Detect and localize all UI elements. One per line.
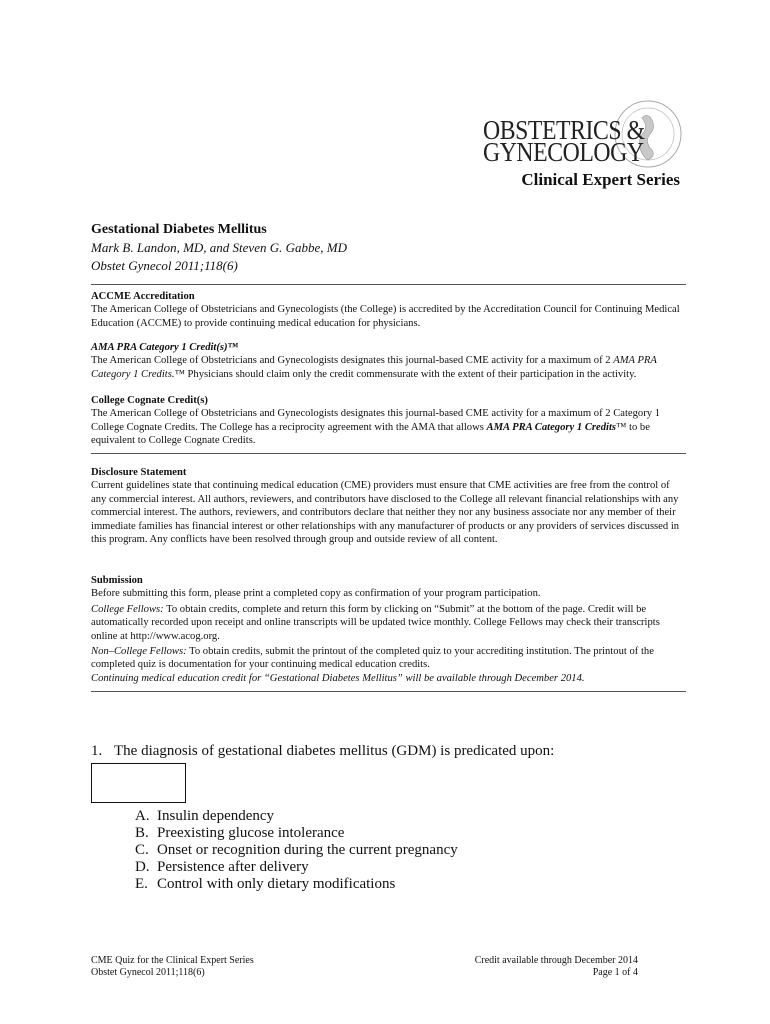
footer-page-number: Page 1 of 4 [592,967,638,978]
disclosure-section [91,466,686,546]
cognate-body-text-2: ™ to be equivalent to College Cognate Credits. [91,421,650,447]
divider [91,691,686,692]
disclosure-heading: Disclosure Statement [91,467,187,478]
ama-credit-name: AMA PRA Category 1 Credits.™ [91,355,657,380]
ama-section [91,341,686,381]
ama-heading: AMA PRA Category 1 Credit(s)™ [91,342,239,353]
option-a [135,808,274,825]
option-text: Insulin dependency [157,808,275,824]
fellows-label: College Fellows: [91,603,164,615]
submission-intro: Before submitting this form, please print a completed copy as confirmation of your program participation. [91,588,541,600]
option-letter: C. [135,842,149,858]
answer-input[interactable] [91,763,186,803]
nonfellows-paragraph [91,645,686,672]
article-title: Gestational Diabetes Mellitus [91,222,267,237]
accreditation-heading: ACCME Accreditation [91,291,195,302]
accreditation-section [91,290,686,330]
nonfellows-body: To obtain credits, submit the printout of the completed quiz to your accrediting institution. The printout of the completed quiz is documentation for your continuing medical education credits. [91,646,654,671]
cognate-heading: College Cognate Credit(s) [91,395,208,406]
series-title: Clinical Expert Series [521,170,680,189]
fellows-paragraph [91,603,686,643]
ama-body-text: The American College of Obstetricians and Gynecologists designates this journal-based CME activity for a maximum of 2 [91,355,614,367]
disclosure-body: Current guidelines state that continuing medical education (CME) providers must ensure that CME activities are free from the control of any commercial interest. All authors, reviewers, and contributors have disclosed to the College all relevant financial relationships with any commercial interest. The authors, reviewers, and contributors declare that neither they nor any business associate nor any member of their immediate families has financial interest or other relationships with any manufacturer of products or any providers of services discussed in this program. Any conflicts have been resolved through group and outside review of all content. [91,480,680,546]
cognate-body [91,407,686,447]
option-text: Preexisting glucose intolerance [157,825,345,841]
logo-line-1: OBSTETRICS & [483,115,645,145]
submission-section [91,574,686,685]
footer-left-line-1: CME Quiz for the Clinical Expert Series [91,955,254,966]
question-text: The diagnosis of gestational diabetes mellitus (GDM) is predicated upon: [114,743,555,759]
option-letter: A. [135,808,150,824]
article-citation: Obstet Gynecol 2011;118(6) [91,258,238,273]
option-text: Control with only dietary modifications [157,876,396,892]
cognate-body-text: The American College of Obstetricians and Gynecologists designates this journal-based CME activity for a maximum of 2 Category 1 College Cognate Credits. The College has a reciprocity agreement with the AMA that allows [91,408,660,433]
option-letter: D. [135,859,150,875]
nonfellows-label: Non–College Fellows: [91,646,187,658]
submission-heading: Submission [91,575,143,586]
availability-note: Continuing medical education credit for “Gestational Diabetes Mellitus” will be available through December 2014. [91,672,585,684]
option-text: Onset or recognition during the current pregnancy [157,842,458,858]
logo-line-2: GYNECOLOGY [483,137,644,167]
option-letter: E. [135,876,148,892]
option-letter: B. [135,825,149,841]
option-b [135,825,344,842]
cognate-credit-name: AMA PRA Category 1 Credits [486,421,617,433]
footer-left-line-2: Obstet Gynecol 2011;118(6) [91,967,205,978]
option-e [135,876,395,893]
cognate-section [91,394,686,448]
divider [91,284,686,285]
footer-right-line-1: Credit available through December 2014 [474,955,638,966]
divider [91,453,686,454]
option-text: Persistence after delivery [157,859,309,875]
ama-body-text-2: Physicians should claim only the credit commensurate with the extent of their participation in the activity. [184,368,637,380]
ama-body [91,354,686,381]
question-number: 1. [91,743,103,759]
option-c [135,842,458,859]
article-authors: Mark B. Landon, MD, and Steven G. Gabbe, MD [91,240,347,255]
option-d [135,859,309,876]
fellows-body: To obtain credits, complete and return this form by clicking on “Submit” at the bottom of the page. Credit will be automatically recorded upon receipt and online transcripts will be updated twice monthly. College Fellows may check their transcripts online at http://www.acog.org. [91,603,660,642]
accreditation-body: The American College of Obstetricians and Gynecologists (the College) is accredited by the Accreditation Council for Continuing Medical Education (ACCME) to provide continuing medical education for physicians. [91,304,680,329]
